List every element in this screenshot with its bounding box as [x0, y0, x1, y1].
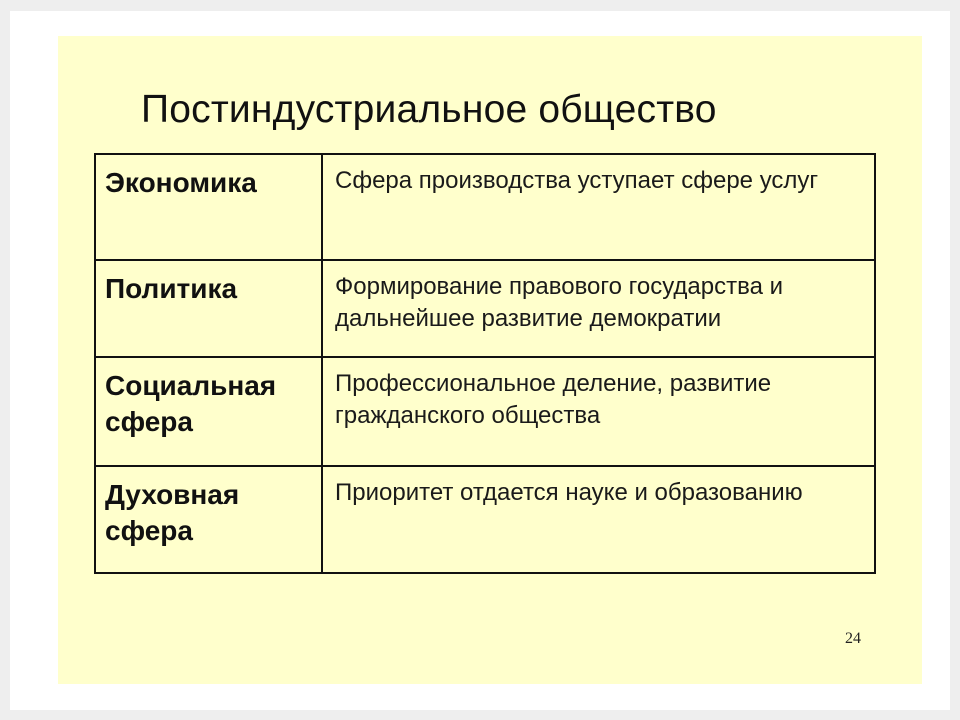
slide-title: Постиндустриальное общество: [141, 88, 717, 131]
row-description: Формирование правового государства и дальнейшее развитие демократии: [322, 260, 875, 357]
row-label: Экономика: [95, 154, 322, 260]
table-row: [95, 466, 875, 573]
row-label: Политика: [95, 260, 322, 357]
row-description: Сфера производства уступает сфере услуг: [322, 154, 875, 260]
table-row: [95, 154, 875, 260]
row-description: Приоритет отдается науке и образованию: [322, 466, 875, 573]
table-row: [95, 357, 875, 466]
row-label: Социальная сфера: [95, 357, 322, 466]
row-label: Духовная сфера: [95, 466, 322, 573]
comparison-table: [94, 153, 876, 574]
row-description: Профессиональное деление, развитие гражданского общества: [322, 357, 875, 466]
table-row: [95, 260, 875, 357]
page-number: 24: [845, 630, 861, 647]
